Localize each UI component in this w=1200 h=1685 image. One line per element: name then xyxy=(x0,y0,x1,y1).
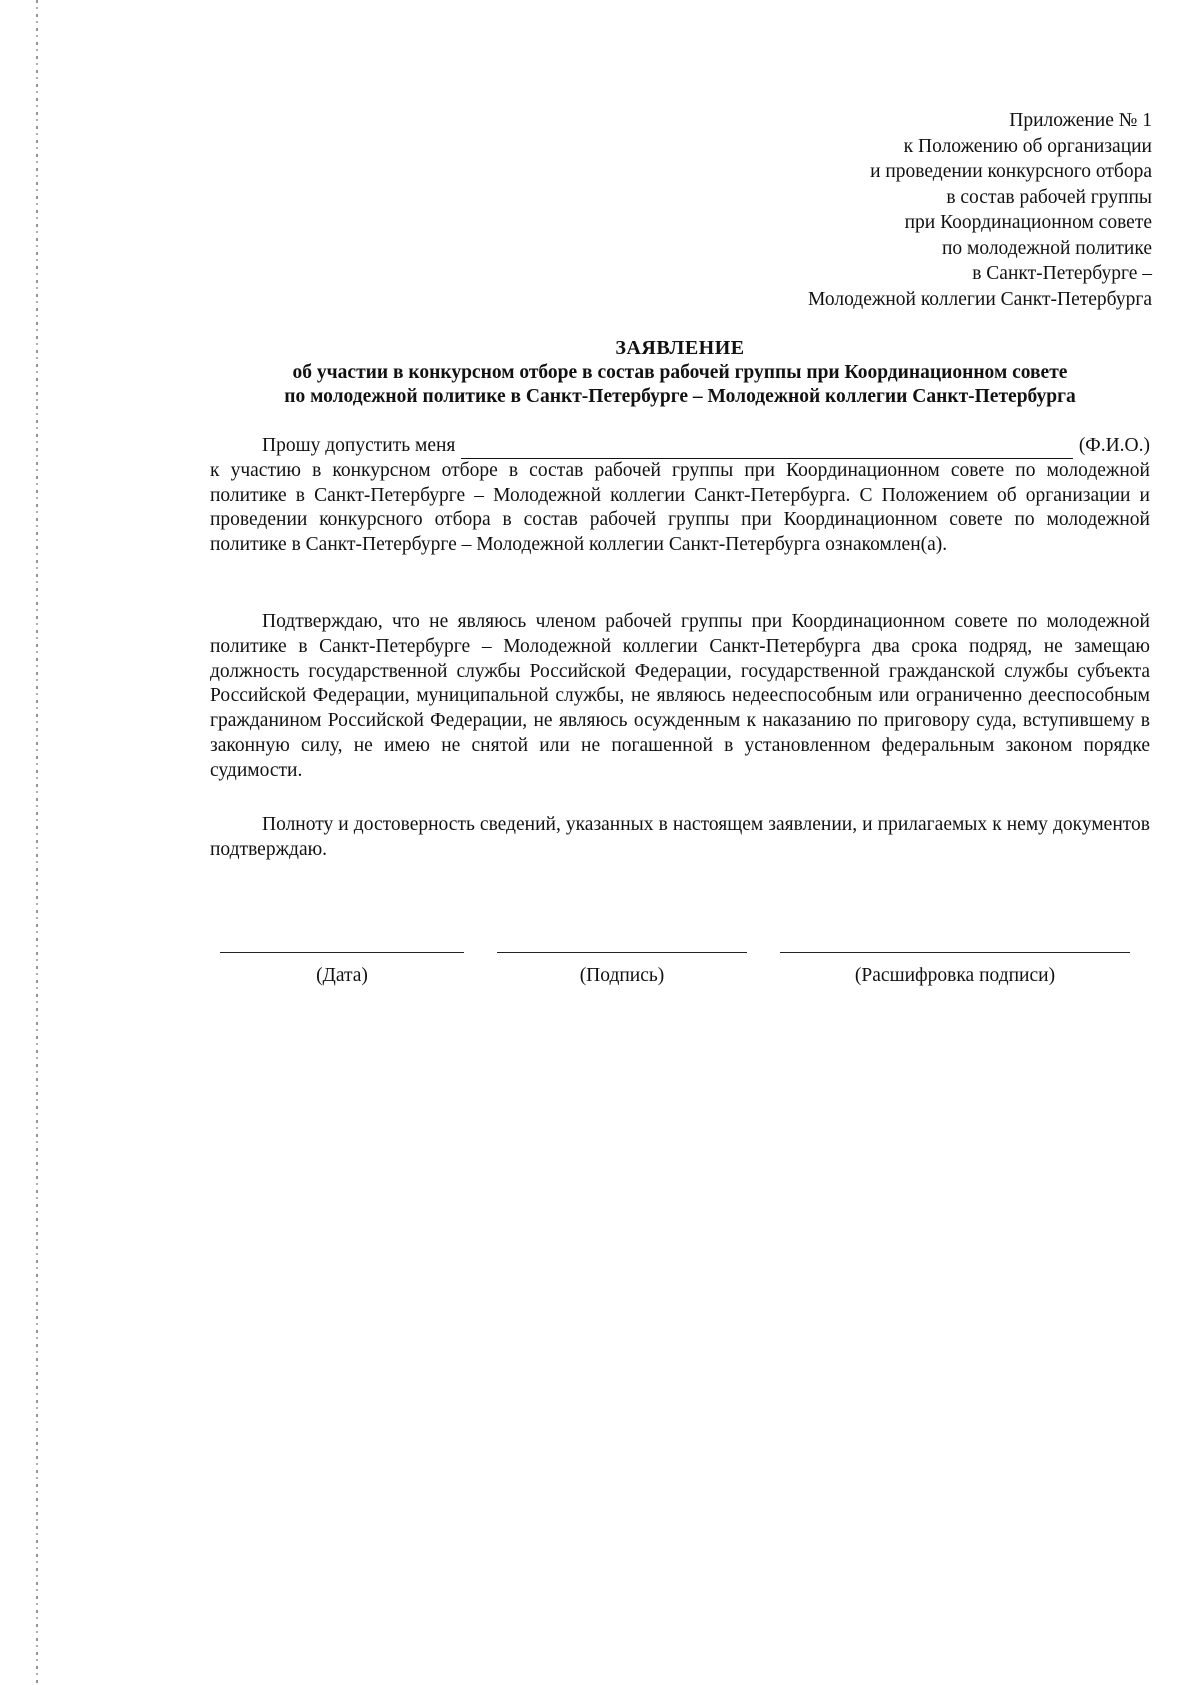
appendix-line: в Санкт-Петербурге – xyxy=(972,263,1152,284)
appendix-line: Молодежной коллегии Санкт-Петербурга xyxy=(808,288,1152,310)
request-body-text: к участию в конкурсном отборе в состав рабочей группы при Координационном совете по молодежной политике в Санкт-Петербурге – Молодежной коллегии Санкт-Петербурга. С Положением об организации и проведении конкурсного отбора в состав рабочей группы при Координационном совете по молодежной политике в Санкт-Петербурге – Молодежной коллегии Санкт-Петербурга ознакомлен(а). xyxy=(210,459,1150,556)
sign-label: (Подпись) xyxy=(579,965,665,986)
date-signature-line xyxy=(220,952,464,953)
appendix-line: к Положению об организации xyxy=(903,135,1152,157)
sign-signature-line xyxy=(497,952,747,953)
appendix-line: в состав рабочей группы xyxy=(946,186,1152,208)
confirmation-text: Подтверждаю, что не являюсь членом рабочей группы при Координационном совете по молодежной политике в Санкт-Петербурге – Молодежной коллегии Санкт-Петербурга два срока подряд, не замещаю должность государственной службы Российской Федерации, государственной гражданской службы субъекта Российской Федерации, муниципальной службы, не являюсь недееспособным или ограниченно дееспособным гражданином Российской Федерации, не являюсь осужденным к наказанию по приговору суда, вступившему в законную силу, не имею не снятой или не погашенной в установленном федеральным законом порядке судимости. xyxy=(210,611,1150,781)
appendix-header xyxy=(552,108,1152,312)
date-label: (Дата) xyxy=(316,965,368,986)
appendix-line: и проведении конкурсного отбора xyxy=(870,161,1152,182)
decode-signature-line xyxy=(780,952,1130,953)
document-title: ЗАЯВЛЕНИЕ xyxy=(615,337,745,359)
request-lead-text: Прошу допустить меня xyxy=(262,435,456,456)
appendix-line: Приложение № 1 xyxy=(1009,110,1152,131)
fio-line xyxy=(210,434,1150,459)
document-heading xyxy=(210,336,1150,410)
document-subtitle-line: об участии в конкурсном отборе в состав рабочей группы при Координационном совете xyxy=(292,361,1068,383)
paragraph-accuracy xyxy=(210,813,1150,863)
paragraph-confirmation xyxy=(210,610,1150,784)
fio-label: (Ф.И.О.) xyxy=(1078,435,1150,456)
paragraph-request xyxy=(210,434,1150,558)
appendix-line: при Координационном совете xyxy=(904,212,1152,233)
accuracy-text: Полноту и достоверность сведений, указанных в настоящем заявлении, и прилагаемых к нему документов подтверждаю. xyxy=(210,814,1150,860)
fio-blank-field xyxy=(461,440,1072,459)
scan-edge-artifact xyxy=(36,0,38,1685)
document-subtitle-line: по молодежной политике в Санкт-Петербурге – Молодежной коллегии Санкт-Петербурга xyxy=(284,386,1076,407)
appendix-line: по молодежной политике xyxy=(941,237,1152,259)
decode-label: (Расшифровка подписи) xyxy=(854,965,1056,986)
